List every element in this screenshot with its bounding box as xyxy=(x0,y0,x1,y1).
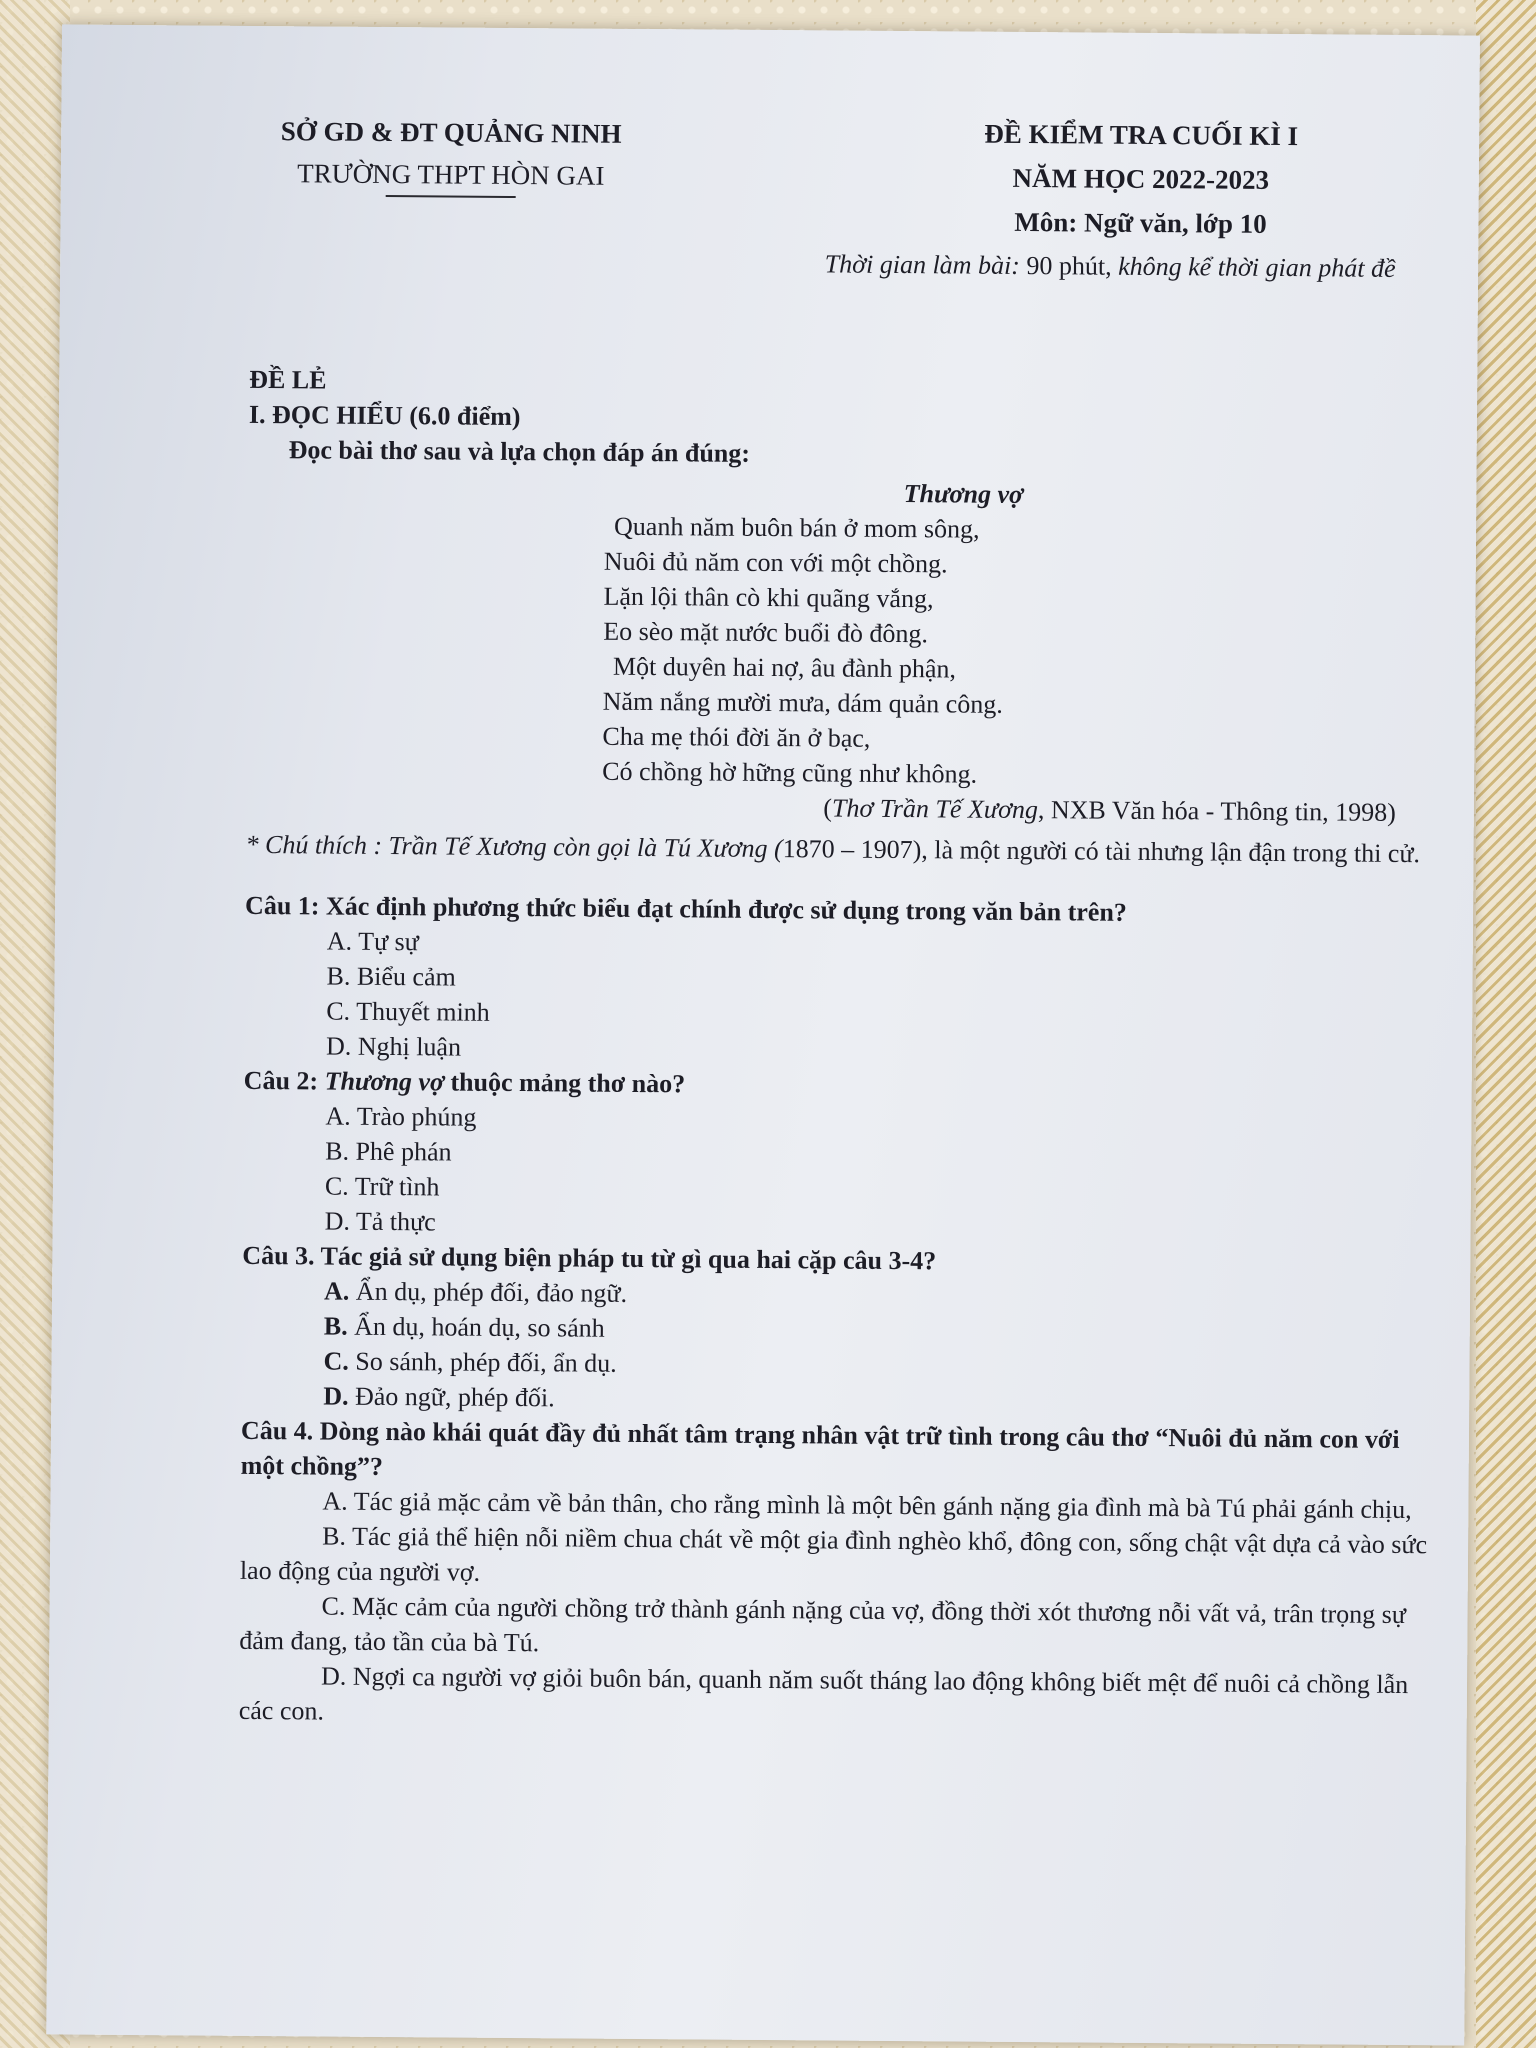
source-author: Thơ Trần Tế Xương xyxy=(831,793,1039,825)
poem-line: Quanh năm buôn bán ở mom sông, xyxy=(613,511,980,544)
poem-line: Eo sèo mặt nước buổi đò đông. xyxy=(603,616,929,649)
question-1-option: A. Tự sự xyxy=(326,926,419,957)
option-text: Đảo ngữ, phép đối. xyxy=(348,1381,555,1413)
option-letter: C. xyxy=(323,1346,349,1376)
tablecloth-lace-right xyxy=(1476,0,1536,2048)
exam-title: ĐỀ KIỂM TRA CUỐI KÌ I xyxy=(984,118,1299,152)
poem-line: Có chồng hờ hững cũng như không. xyxy=(602,756,978,789)
poem xyxy=(602,509,1453,796)
footnote-years: 1870 – 1907), là một người có tài nhưng lận đận trong thi cử. xyxy=(782,834,1421,869)
subject-line: Môn: Ngữ văn, lớp 10 xyxy=(1014,206,1267,239)
option-letter: B. xyxy=(323,1311,348,1341)
time-value: 90 phút, xyxy=(1026,251,1112,281)
exam-content xyxy=(239,86,1457,1737)
exam-body xyxy=(239,362,1455,1737)
source-publisher: , NXB Văn hóa - Thông tin, 1998) xyxy=(1037,795,1396,827)
school-block xyxy=(251,110,652,199)
poem-line: Cha mẹ thói đời ăn ở bạc, xyxy=(602,721,871,753)
question-4-option: C. Mặc cảm của người chồng trở thành gánh nặng của vợ, đồng thời xót thương nỗi vất vả, trân trọng sự đảm đang, tảo tần của bà Tú. xyxy=(239,1591,1407,1658)
question-2-prefix: Câu 2: xyxy=(243,1065,325,1096)
poem-line: Năm nắng mười mưa, dám quản công. xyxy=(602,686,1003,719)
question-2-option: C. Trữ tình xyxy=(324,1171,440,1202)
option-text: Ẩn dụ, hoán dụ, so sánh xyxy=(347,1311,605,1343)
footnote xyxy=(245,827,1450,871)
section-instruction: Đọc bài thơ sau và lựa chọn đáp án đúng: xyxy=(288,435,751,468)
question-4: Câu 4. Dòng nào khái quát đầy đủ nhất tâm trạng nhân vật trữ tình trong câu thơ “Nuôi đủ năm con với một chồng”? xyxy=(240,1415,1400,1481)
poem-title: Thương vợ xyxy=(903,479,1024,509)
exam-code: ĐỀ LẺ xyxy=(249,364,327,395)
question-4-option: B. Tác giả thể hiện nỗi niềm chua chát về một gia đình nghèo khổ, đông con, sống chật vật dựa cả vào sức lao động của người vợ. xyxy=(239,1521,1428,1587)
question-2-title: Thương vợ xyxy=(324,1066,445,1097)
school-year: NĂM HỌC 2022-2023 xyxy=(1012,162,1270,195)
poem-line: Lặn lội thân cò khi quãng vắng, xyxy=(603,581,934,614)
time-suffix: không kể thời gian phát đề xyxy=(1118,251,1396,283)
time-line xyxy=(760,242,1460,291)
poem-line: Nuôi đủ năm con với một chồng. xyxy=(603,546,948,579)
poem-line: Một duyên hai nợ, âu đành phận, xyxy=(612,651,957,684)
footnote-text: * Chú thích : Trần Tế Xương còn gọi là Tú Xương ( xyxy=(245,829,783,864)
question-1-option: B. Biểu cảm xyxy=(326,961,456,992)
question-2-option: B. Phê phán xyxy=(325,1136,452,1167)
option-letter: A. xyxy=(323,1276,350,1306)
option-text: So sánh, phép đối, ẩn dụ. xyxy=(348,1346,617,1378)
time-prefix: Thời gian làm bài: xyxy=(824,249,1021,280)
question-2-option: A. Trào phúng xyxy=(325,1101,477,1132)
question-4-option: A. Tác giả mặc cảm về bản thân, cho rằng mình là một bên gánh nặng gia đình mà bà Tú phải gánh chịu, xyxy=(322,1486,1412,1525)
exam-info-block xyxy=(820,110,1461,291)
option-text: Ẩn dụ, phép đối, đảo ngữ. xyxy=(349,1276,628,1308)
question-1-option: D. Nghị luận xyxy=(325,1031,462,1062)
school-name: TRƯỜNG THPT HÒN GAI xyxy=(297,158,605,191)
source-open: ( xyxy=(823,793,833,823)
section-title: I. ĐỌC HIỂU (6.0 điểm) xyxy=(248,399,521,432)
department-name: SỞ GD & ĐT QUẢNG NINH xyxy=(280,116,622,149)
question-4-option: D. Ngợi ca người vợ giỏi buôn bán, quanh năm suốt tháng lao động không biết mệt để nuôi cả chồng lẫn các con. xyxy=(238,1661,1409,1726)
question-3: Câu 3. Tác giả sử dụng biện pháp tu từ gì qua hai cặp câu 3-4? xyxy=(242,1240,937,1276)
exam-header xyxy=(250,86,1457,295)
question-1: Câu 1: Xác định phương thức biểu đạt chính được sử dụng trong văn bản trên? xyxy=(244,890,1127,927)
question-1-option: C. Thuyết minh xyxy=(326,996,490,1027)
exam-paper xyxy=(46,24,1480,2045)
question-2-suffix: thuộc mảng thơ nào? xyxy=(443,1067,686,1099)
question-2-option: D. Tả thực xyxy=(324,1206,436,1237)
option-letter: D. xyxy=(323,1381,349,1411)
